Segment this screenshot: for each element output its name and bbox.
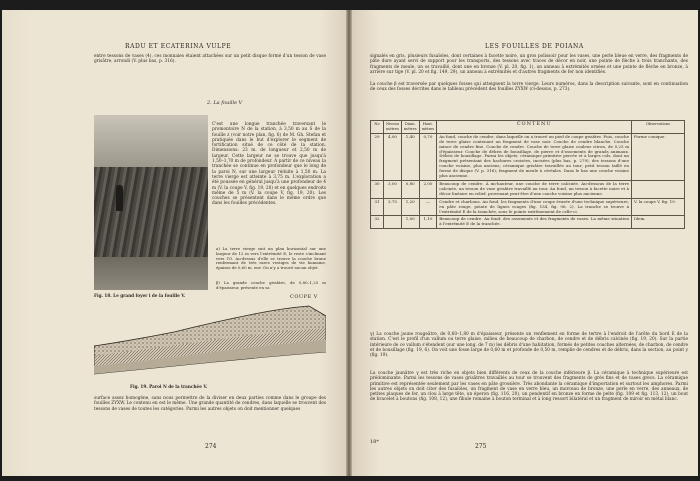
cell-haut: 0,70 — [419, 133, 437, 180]
cell-observations: Forme conique. — [632, 133, 685, 180]
photo-trench-wall — [94, 167, 208, 257]
cell-observations: V. la coupe V, fig. 19. — [632, 198, 685, 216]
cell-niveau — [384, 216, 402, 229]
col-header-contenu: CONTENU — [437, 121, 632, 134]
table-intro: La couche β est traversée par quelques fosses qui atteignent la terre vierge. Leurs numéros, dans la description suivante, sont en continuation de ceux des fosses décrites dans le tableau précédent des fouilles ZYXW (ci-dessus, p. 273). — [370, 82, 688, 93]
pits-table — [370, 120, 685, 229]
paragraph-1: C'est une longue tranchée traversant le promontoire N de la station, à 3,50 m au S de la fouille z (voir notre plan, fig. 6) de M. Gh. Stefan et pratiquée dans le but d'explorer le segment de fortification situé de ce côté de la station. Dimensions: 23 m. de longueur et 2,50 m de largeur. Cette largeur ne se trouve que jusqu'à 1,50–1,70 m de profondeur. À partir de ce niveau la tranchée se continue en profondeur que le long de la paroi N, sur une largeur réduite à 1,50 m. La terre vierge est atteinte à 3,75 m. L'exploration a été poussée en général jusqu'à une profondeur de 4 m (V. la coupe V, fig. 19, 20) et en quelques endroits même de 5 m (V. la coupe V, fig. 19, 20). Les couches se présentent dans le même ordre que dans les fouilles précédentes. — [212, 122, 326, 207]
cell-contenu: Beaucoup de cendre. À mi-hauteur, une couche de terre calcinée. Au-dessous de la terre calcinée, un tesson de vase grisâtre travaillé au tour. Au fond, un tesson à facette noire et à décor linéaire en relief, provenant peut-être d'une couche voisine plus ancienne. — [437, 180, 632, 198]
running-head-left: RADU ET ECATERINA VULPE — [125, 43, 232, 50]
paragraph-2: a) La terre vierge suit un plan horizontal sur une largeur de 12 m vers l'extrémité E, le reste s'inclinant vers l'O. Au-dessus d'elle se trouve la couche brune renfermant de très rares vestiges de vie humaine, épaisse de 0,60 m. env. On n'y a trouvé aucun objet. — [216, 246, 326, 271]
col-header-no: No — [371, 121, 384, 134]
cell-observations: Idem. — [632, 216, 685, 229]
cell-observations — [632, 180, 685, 198]
cell-contenu: Au fond, couche de cendre, dans laquelle on a trouvé un pied de coupe grisâtre. Puis, couche de terre glaise contenant un fragment de vase noir. Couche de cendre blanche. Couche mince de cendre fine. Couche de cendre. Couche de terre glaise couleur citron, de 0,25 m d'épaisseur. Couche de débris de bousillage, de pierre et d'ossements de grands animaux. Débris de bousillage. Parmi les objets: céramique primitive percée et à larges cols, dont un fragment présentant des hachures croisées, incisées (plus bas, p. 279), des tessons d'une couche voisine, plus anciens; céramique grisâtre travaillée au tour; petit tesson taillé en forme de disque (V. p. 316); fragment de meule à céréales. Dans le bas une couche voisine plus ancienne. — [437, 133, 632, 180]
col-header-niveau: Niveau mètres — [384, 121, 402, 134]
left-page — [2, 10, 348, 476]
page-number-left: 274 — [205, 443, 217, 450]
cell-no: 30 — [371, 180, 384, 198]
bottom-text-right-1: γ) La couche jaune rougeâtre, de 0,60–1,80 m d'épaisseur, présente un renflement en forme de tertre à l'endroit de l'arête du bord E de la station. C'est le profil d'un vallum ou terre glaise, milieu de beaucoup de charbon, de cendre et de débris calcinés (fig. 19, 20). Sur la partie intérieure de ce vallum s'étendent (sur une long. de 7 m) les débris d'une habitation, formés de petites couches alternées, de charbon, de cendre et de bousillage (fig. 19, 6). On voit une fosse large de 0,60 m et profonde de 0,50 m, remplie de cendres et de débris, dans la section, au point y (fig. 19). — [370, 332, 688, 359]
table-row — [371, 133, 685, 180]
right-page — [352, 10, 698, 476]
coupe-label: COUPE V — [290, 294, 318, 300]
section-drawing-fig19 — [94, 302, 326, 380]
photo-ground — [94, 257, 208, 290]
cell-niveau: 4,00 — [384, 133, 402, 180]
cell-no: 29 — [371, 133, 384, 180]
bottom-text-left: surface assez homogène, sans nous permettre de la diviser en deux parties comme dans le groupe des fouilles ZYXW. Le contenu en est le même. Une grande quantité de cendres, dans laquelle se trouvent des tessons de vases de toutes les catégories. Parmi les autres objets on doit mentionner quelques — [94, 396, 326, 412]
cell-diam: 1,00 — [401, 216, 419, 229]
section-heading: 2. La fouille V — [207, 100, 243, 106]
cell-contenu: Beaucoup de cendre. Au fond: des ossements et des fragments de vases. La même situation à l'extrémité E de la tranchée. — [437, 216, 632, 229]
cell-niveau: 3,75 — [384, 198, 402, 216]
fig19-caption: Fig. 19. Paroi N de la tranchée V. — [130, 384, 208, 389]
signature-mark: 18* — [370, 439, 379, 445]
table-row — [371, 198, 685, 216]
cell-haut: — — [419, 198, 437, 216]
col-header-diam: Diam. mètres — [401, 121, 419, 134]
cell-diam: 1,20 — [401, 198, 419, 216]
cell-no: 32 — [371, 216, 384, 229]
cell-haut: 2,00 — [419, 180, 437, 198]
cell-diam: 0,80 — [401, 180, 419, 198]
cell-niveau: 3,00 — [384, 180, 402, 198]
page-number-right: 275 — [475, 443, 487, 450]
cell-haut: 1,10 — [419, 216, 437, 229]
col-header-haut: Haut. mètres — [419, 121, 437, 134]
table-row — [371, 216, 685, 229]
running-head-right: LES FOUILLES DE POIANA — [485, 43, 584, 50]
bottom-text-right-2: La couche jaunâtre γ est très riche en objets bien différents de ceux de la couche inférieure β. La céramique à technique supérieure est prédominante. Parmi les tessons de vases grisâtres travaillés au tour se trouvent des fragments de grès fins et de vases grecs. La céramique primitive est représentée seulement par les vases en pâte grossière. Très abondante la céramique d'importation et surtout les amphores. Parmi les autres objets on doit citer des fusaïoles, un fragment de vase en verre bleu, un morceau de bronze, une perle en verre, des anneaux, de petites plaques de fer, un clou à large tête, un éperon (fig. 116, 20), un pendentif en bronze en forme de pelte (fig. 109 et fig. 113, 12), un bout de bracelet à boutons (fig. 108, 12), une fibule romaine à bouton terminal et à long ressort bilatéral et un fragment de miroir en métal blanc. — [370, 371, 688, 403]
photo-fig18 — [94, 115, 208, 290]
photo-person — [116, 185, 123, 211]
top-text-right: signalés en gris, plusieurs fusaïoles, dont certaines à facette noire, un gros polissoir pour les vases, une perle bleue en verre, des fragments de pâte dure ayant servi de support pour les transports, des tessons avec traces de décor en noir, une pointe de flèche à trois tranchants, des fragments de meule, un os travaillé, dont une en bronze (V. pl. 20, fig. 1), un anneau à extrémités ornées et une pointe de flèche en bronze, à arrière sur tige (V. pl. 20 et fig. 149, 29), un anneau à extrémités et d'autres fragments de fer non identifiés. — [370, 54, 688, 75]
cell-diam: 1,40 — [401, 133, 419, 180]
photo-sky — [94, 115, 208, 167]
paragraph-3: β) La grande couche grisâtre, de 0,80–1,25 m d'épaisseur, présente en sa — [216, 280, 326, 290]
intro-text: entre tessons de vases (4), ces monnaies étaient attachées sur un petit disque formé d'un tesson de vase grisâtre, arrondi (V. plus bas, p. 316). — [94, 54, 326, 65]
table-row — [371, 180, 685, 198]
cell-contenu: Cendre et charbons. Au fond, les fragments d'une coupe évasée d'une technique supérieure, en pâte rouge, peinte de lignes rouges (fig. 154, fig. 96, 2). La tranche se trouve à l'extrémité E de la tranchée, sous le pointe extrêmement de celle-ci. — [437, 198, 632, 216]
table-header-row — [371, 121, 685, 134]
cell-no: 31 — [371, 198, 384, 216]
col-header-observations: Observations — [632, 121, 685, 134]
fig18-caption: Fig. 18. Le grand foyer i de la fouille V. — [94, 293, 186, 298]
